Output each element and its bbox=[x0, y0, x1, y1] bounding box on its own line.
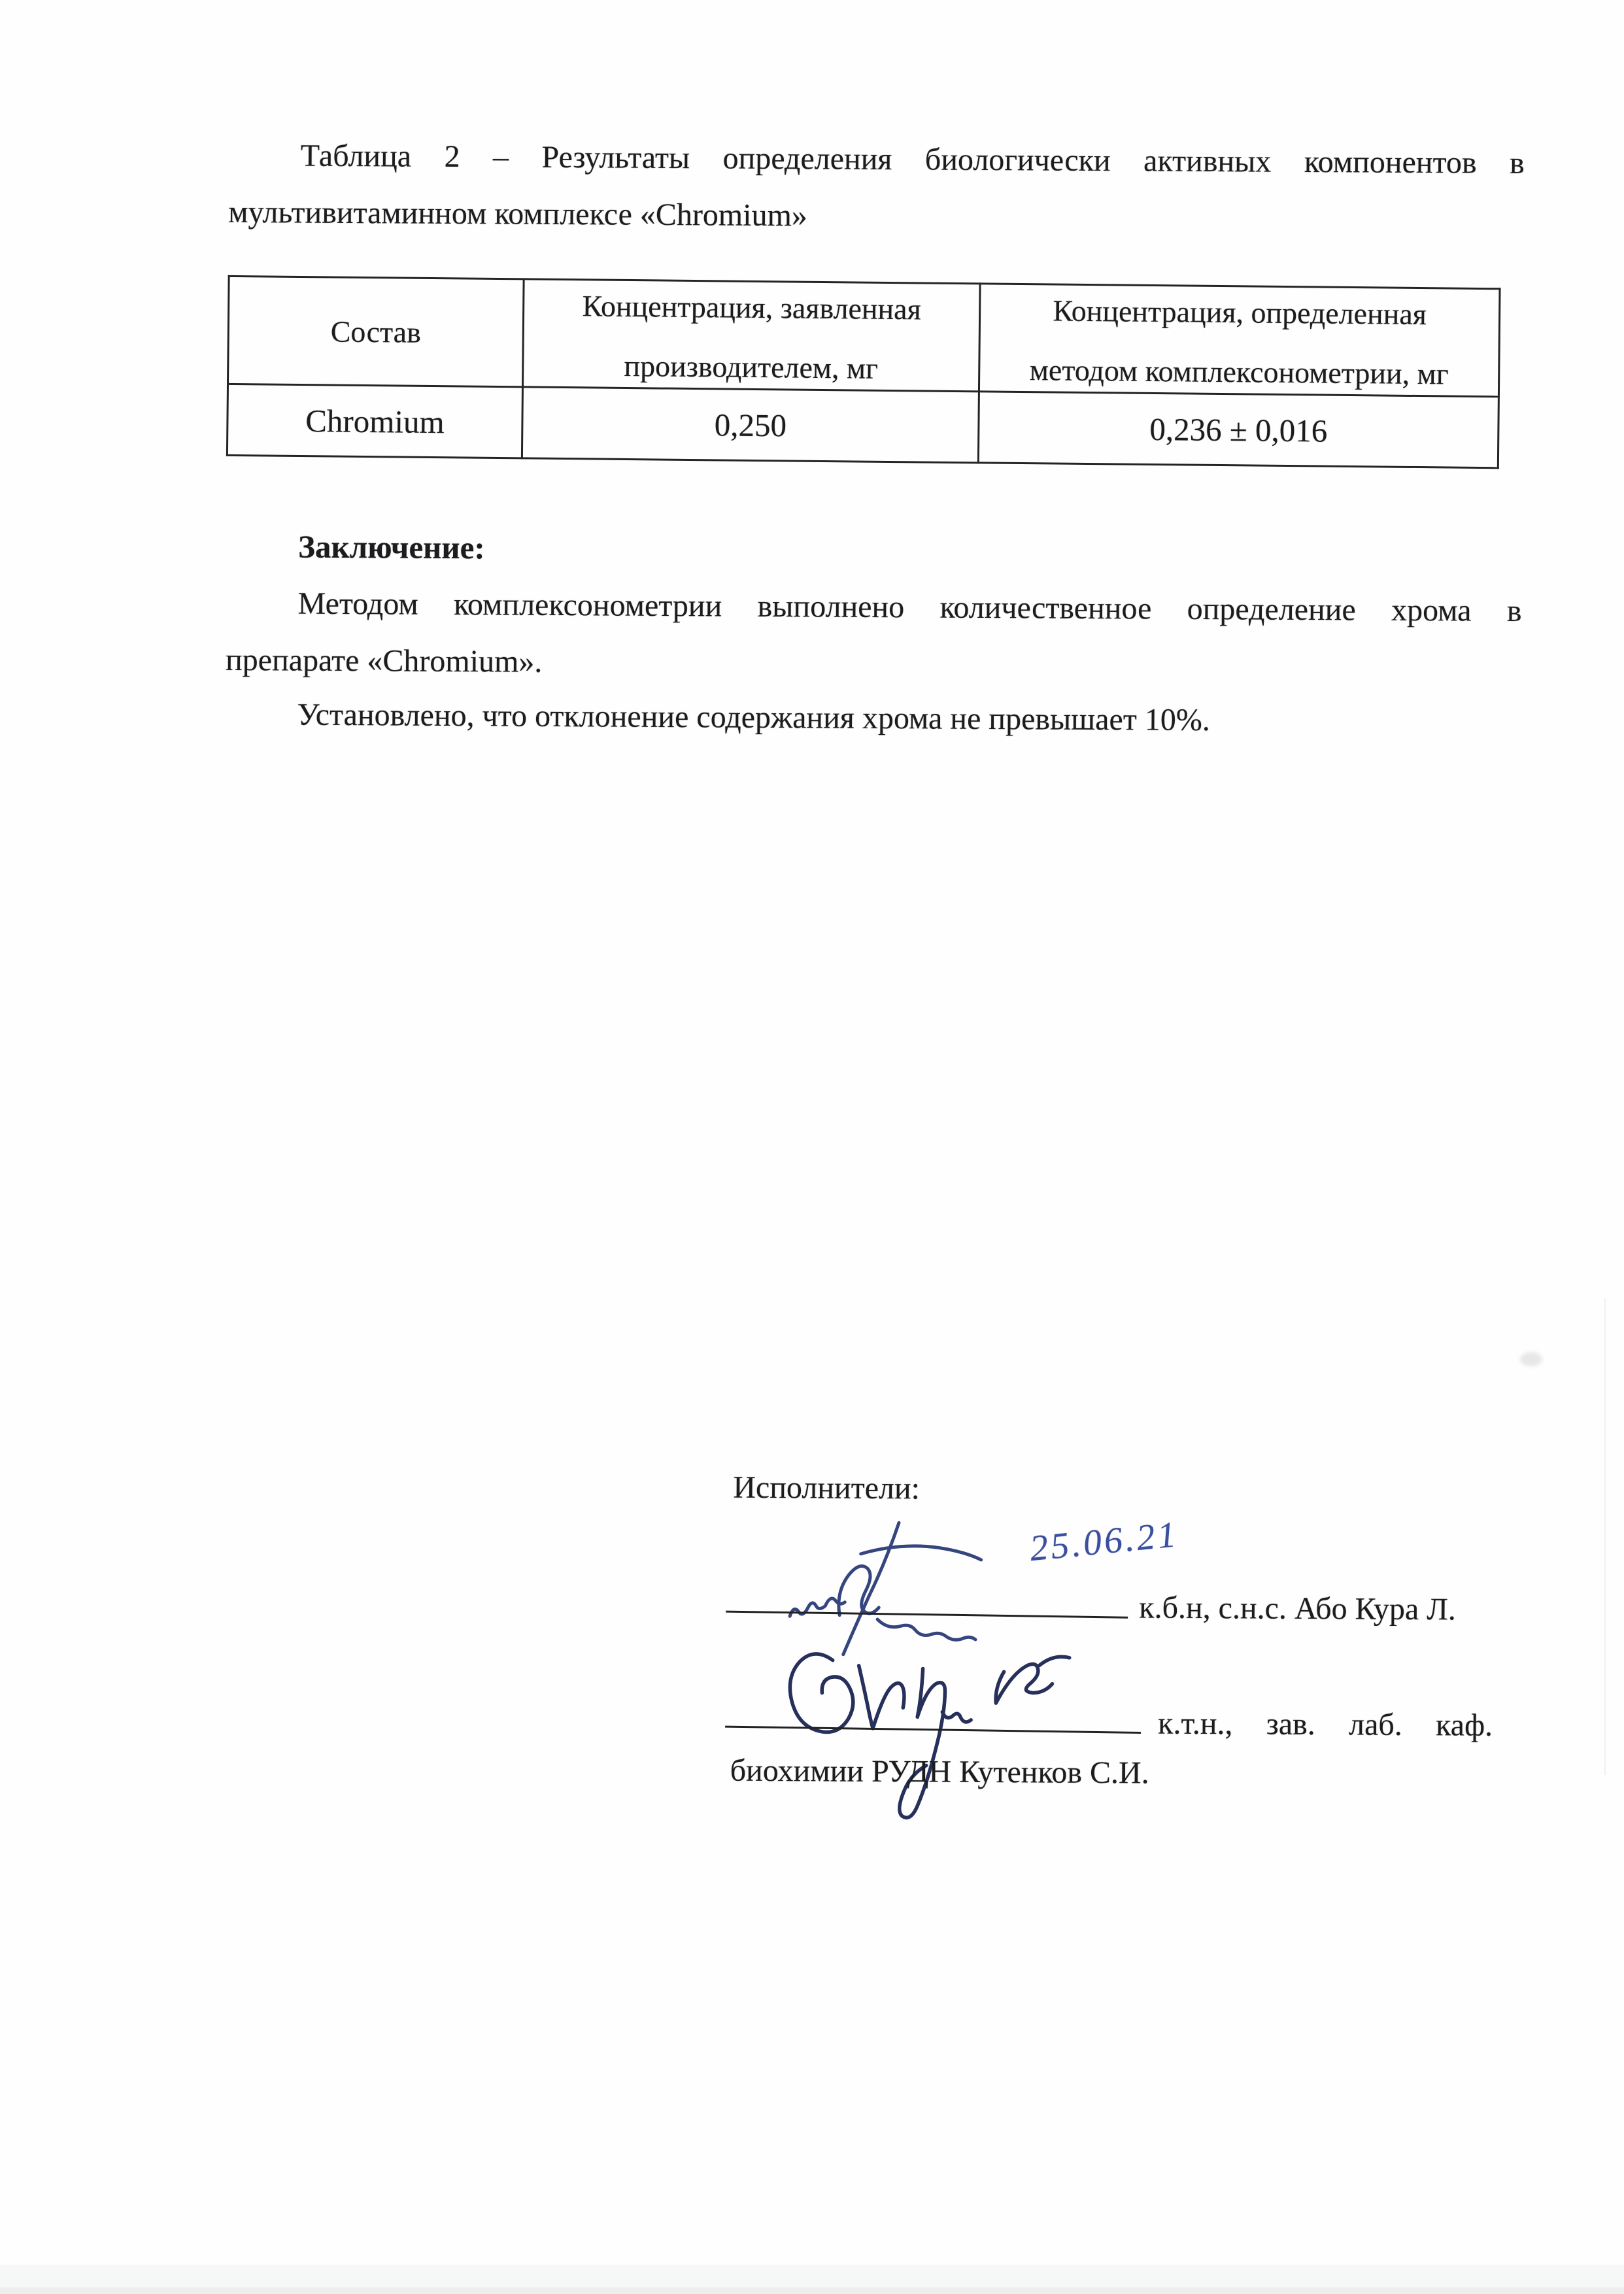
executors-heading: Исполнители: bbox=[733, 1470, 921, 1506]
header-composition-label: Состав bbox=[330, 314, 422, 349]
results-table bbox=[226, 275, 1501, 469]
conclusion-paragraph1-line2: препарате «Chromium». bbox=[225, 642, 543, 679]
header-declared bbox=[522, 279, 980, 392]
signature-2-caption-line1: к.т.н., зав. лаб. каф. bbox=[1157, 1706, 1493, 1743]
signature-2 bbox=[774, 1642, 1102, 1833]
scan-edge-line bbox=[1604, 1298, 1606, 1775]
header-composition bbox=[228, 276, 524, 386]
signature-2-caption-line2: биохимии РУДН Кутенков С.И. bbox=[730, 1753, 1149, 1791]
table-caption-line1: Таблица 2 – Результаты определения биологически активных компонентов в bbox=[300, 138, 1525, 181]
header-declared-line1: Концентрация, заявленная bbox=[582, 289, 922, 326]
header-measured-line1: Концентрация, определенная bbox=[1053, 294, 1427, 331]
scan-smudge bbox=[1520, 1352, 1542, 1366]
conclusion-paragraph1-line1: Методом комплексонометрии выполнено количественное определение хрома в bbox=[297, 586, 1522, 629]
header-declared-line2: производителем, мг bbox=[624, 348, 879, 385]
cell-composition: Chromium bbox=[227, 384, 522, 458]
header-measured-line2: методом комплексонометрии, мг bbox=[1029, 353, 1449, 391]
conclusion-paragraph2: Установлено, что отклонение содержания хрома не превышает 10%. bbox=[297, 697, 1210, 738]
scan-bottom-edge bbox=[0, 2287, 1624, 2294]
table-header-row bbox=[228, 276, 1500, 396]
table-caption-line2: мультивитаминном комплексе «Chromium» bbox=[228, 194, 808, 233]
conclusion-heading: Заключение: bbox=[297, 528, 485, 566]
table-row bbox=[227, 384, 1498, 467]
cell-measured: 0,236 ± 0,016 bbox=[978, 392, 1498, 468]
signature-1-caption: к.б.н, с.н.с. Або Кура Л. bbox=[1139, 1590, 1457, 1627]
header-measured bbox=[979, 284, 1500, 397]
cell-declared: 0,250 bbox=[522, 387, 979, 463]
handwritten-date: 25.06.21 bbox=[1028, 1514, 1181, 1570]
signature-1 bbox=[762, 1519, 1024, 1661]
